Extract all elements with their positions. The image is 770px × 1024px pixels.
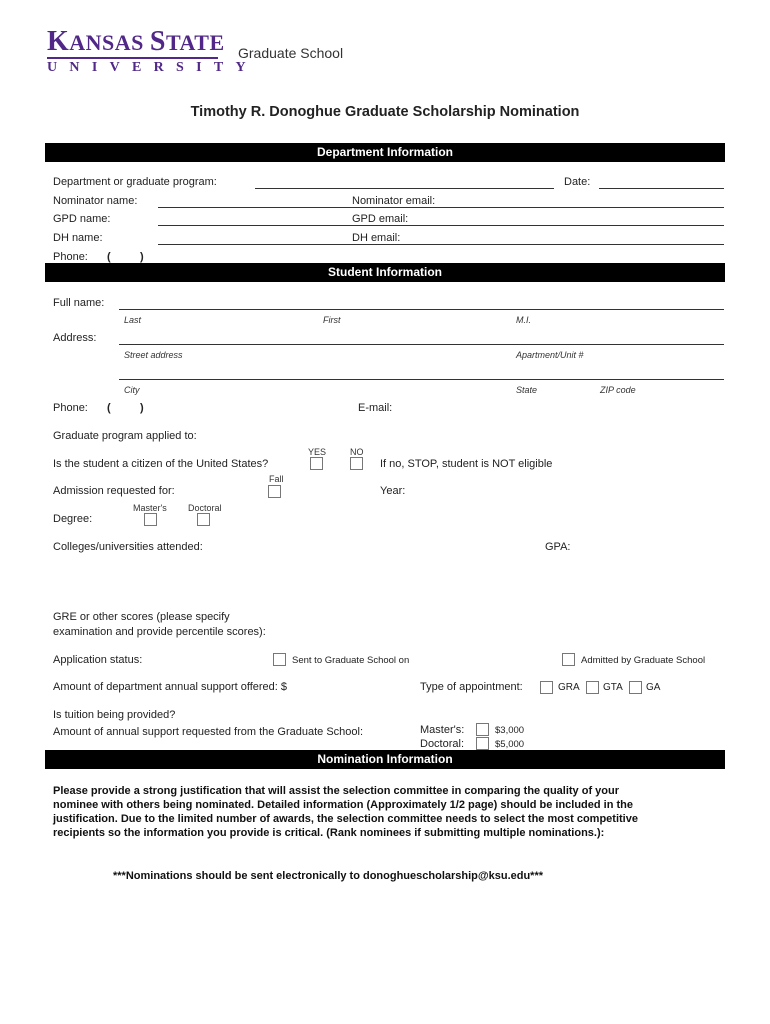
label-yes: YES — [308, 447, 327, 457]
label-masters-amount: Master's: — [420, 724, 465, 736]
label-gta: GTA — [603, 682, 623, 693]
label-gra: GRA — [558, 682, 580, 693]
checkbox-citizen-no[interactable] — [350, 457, 363, 470]
section-header-nomination: Nomination Information — [45, 750, 725, 769]
label-department-phone: Phone: — [53, 251, 88, 263]
logo-subtitle: Graduate School — [238, 45, 344, 61]
label-apt: Apartment/Unit # — [516, 350, 584, 360]
field-city-state-zip[interactable] — [119, 379, 724, 380]
label-degree: Degree: — [53, 513, 93, 525]
label-stop-warning: If no, STOP, student is NOT eligible — [380, 458, 553, 470]
field-date[interactable] — [599, 188, 724, 189]
label-student-phone: Phone: — [53, 402, 88, 414]
label-department-program: Department or graduate program: — [53, 176, 217, 188]
label-address: Address: — [53, 332, 97, 344]
instruction-line: Please provide a strong justification that will assist the selection committee in comparing the quality of your — [53, 785, 620, 797]
label-nominator-email: Nominator email: — [352, 195, 436, 207]
label-sent: Sent to Graduate School on — [292, 655, 410, 666]
checkbox-ga[interactable] — [629, 681, 642, 694]
label-zip: ZIP code — [600, 385, 636, 395]
section-header-department: Department Information — [45, 143, 725, 162]
instruction-line: nominee with others being nominated. Detailed information (Approximately 1/2 page) should be included in the — [53, 799, 634, 811]
checkbox-gta[interactable] — [586, 681, 599, 694]
checkbox-doctoral-amount[interactable] — [476, 737, 489, 750]
checkbox-fall[interactable] — [268, 485, 281, 498]
instruction-line: justification. Due to the limited number of awards, the selection committee needs to select the most competitive — [53, 813, 638, 825]
label-tuition: Is tuition being provided? — [53, 709, 176, 721]
label-masters: Master's — [133, 503, 167, 513]
label-nominator-name: Nominator name: — [53, 195, 138, 207]
field-gpd[interactable] — [158, 225, 724, 226]
field-department-program[interactable] — [255, 188, 554, 189]
value-doctoral-amount: $5,000 — [495, 739, 525, 750]
label-full-name: Full name: — [53, 297, 105, 309]
label-mi: M.I. — [516, 315, 531, 325]
checkbox-sent-to-grad-school[interactable] — [273, 653, 286, 666]
checkbox-degree-doctoral[interactable] — [197, 513, 210, 526]
checkbox-masters-amount[interactable] — [476, 723, 489, 736]
label-dh-email: DH email: — [352, 232, 401, 244]
university-logo: KANSAS STATE — [47, 26, 225, 57]
phone-paren-open: ( — [107, 251, 111, 263]
label-last: Last — [124, 315, 142, 325]
label-doctoral-amount: Doctoral: — [420, 738, 465, 750]
label-email: E-mail: — [358, 402, 393, 414]
submission-note: ***Nominations should be sent electronically to donoghuescholarship@ksu.edu*** — [113, 870, 544, 882]
label-doctoral: Doctoral — [188, 503, 222, 513]
label-gre-line1: GRE or other scores (please specify — [53, 611, 230, 623]
label-citizen: Is the student a citizen of the United States? — [53, 458, 269, 470]
label-program-applied: Graduate program applied to: — [53, 430, 197, 442]
value-masters-amount: $3,000 — [495, 725, 525, 736]
label-admitted: Admitted by Graduate School — [581, 655, 706, 666]
field-full-name[interactable] — [119, 309, 724, 310]
label-application-status: Application status: — [53, 654, 143, 666]
label-first: First — [323, 315, 341, 325]
checkbox-admitted[interactable] — [562, 653, 575, 666]
instruction-line: recipients so the information you provide is critical. (Rank nominees if submitting multiple nominations.): — [53, 827, 605, 839]
checkbox-gra[interactable] — [540, 681, 553, 694]
label-annual-support: Amount of annual support requested from the Graduate School: — [53, 726, 364, 738]
label-fall: Fall — [269, 474, 284, 484]
logo-rule — [47, 57, 218, 59]
label-city: City — [124, 385, 140, 395]
label-gpa: GPA: — [545, 541, 571, 553]
label-no: NO — [350, 447, 364, 457]
label-dept-support: Amount of department annual support offered: $ — [53, 681, 288, 693]
label-state: State — [516, 385, 538, 395]
logo-university-text: UNIVERSITY — [47, 60, 258, 75]
label-ga: GA — [646, 682, 661, 693]
field-street-address[interactable] — [119, 344, 724, 345]
label-gre-line2: examination and provide percentile scores): — [53, 626, 266, 638]
phone-paren-close: ) — [140, 251, 144, 263]
label-year: Year: — [380, 485, 406, 497]
section-header-student: Student Information — [45, 263, 725, 282]
student-phone-paren-close: ) — [140, 402, 144, 414]
page-title: Timothy R. Donoghue Graduate Scholarship Nomination — [190, 104, 580, 120]
label-colleges: Colleges/universities attended: — [53, 541, 203, 553]
field-dh[interactable] — [158, 244, 724, 245]
field-nominator[interactable] — [158, 207, 724, 208]
label-admission: Admission requested for: — [53, 485, 175, 497]
nomination-instructions — [53, 784, 733, 840]
label-street: Street address — [124, 350, 183, 360]
label-date: Date: — [564, 176, 591, 188]
label-gpd-email: GPD email: — [352, 213, 409, 225]
student-phone-paren-open: ( — [107, 402, 111, 414]
checkbox-citizen-yes[interactable] — [310, 457, 323, 470]
label-appointment: Type of appointment: — [420, 681, 523, 693]
checkbox-degree-masters[interactable] — [144, 513, 157, 526]
label-dh-name: DH name: — [53, 232, 103, 244]
label-gpd-name: GPD name: — [53, 213, 111, 225]
